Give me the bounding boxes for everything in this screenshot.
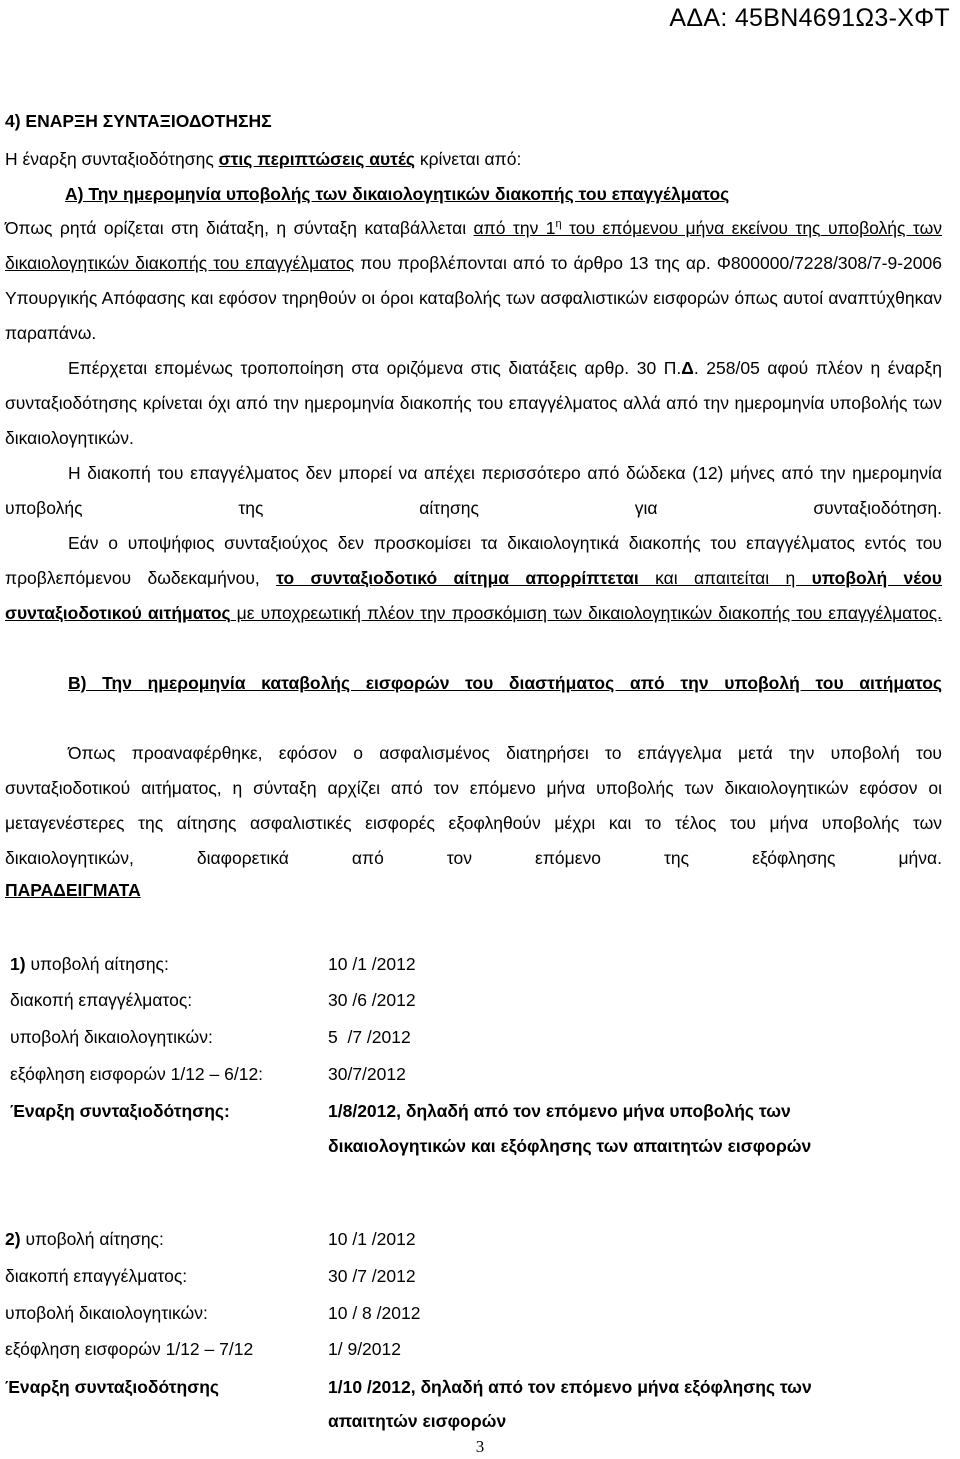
example-1-row-2-label: διακοπή επαγγέλματος: (10, 990, 193, 1010)
heading-a: Α) Την ημερομηνία υποβολής των δικαιολογητικών διακοπής του επαγγέλματος (65, 184, 730, 204)
example-1-row-1-label: 1) υποβολή αίτησης: (10, 954, 169, 974)
example-1-start-line-2: δικαιολογητικών και εξόφλησης των απαιτητών εισφορών (328, 1136, 812, 1156)
example-1-row-4-label: εξόφληση εισφορών 1/12 – 6/12: (10, 1064, 264, 1084)
example-2-start-label: Έναρξη συνταξιοδότησης (5, 1377, 219, 1397)
heading-b: Β) Την ημερομηνία καταβολής εισφορών του διαστήματος από την υποβολή του αιτήματος (68, 673, 942, 693)
section-title: 4) ΕΝΑΡΞΗ ΣΥΝΤΑΞΙΟΔΟΤΗΣΗΣ (5, 111, 272, 131)
example-1-row-1-value: 10 /1 /2012 (328, 954, 416, 974)
example-2-row-2-label: διακοπή επαγγέλματος: (5, 1266, 188, 1286)
ada-code: ΑΔΑ: 45ΒΝ4691Ω3-ΧΦΤ (669, 4, 950, 32)
example-2-row-3-value: 10 / 8 /2012 (328, 1303, 421, 1323)
example-2-start-line-1: 1/10 /2012, δηλαδή από τον επόμενο μήνα εξόφλησης των (328, 1377, 812, 1397)
paragraph-a2: Επέρχεται επομένως τροποποίηση στα οριζόμενα στις διατάξεις αρθρ. 30 Π.Δ. 258/05 αφού πλέον η έναρξη συνταξιοδότησης κρίνεται όχι από την ημερομηνία διακοπής του επαγγέλματος αλλά από την ημερομηνία υποβολής των δικαιολογητικών. (5, 358, 942, 448)
example-1-row-2-value: 30 /6 /2012 (328, 990, 416, 1010)
paragraph-a1: Όπως ρητά ορίζεται στη διάταξη, η σύνταξη καταβάλλεται από την $1^\eta$ του επόμενου μήνα εκείνου της υποβολής των δικαιολογητικών διακοπής του επαγγέλματος που προβλέπονται από το άρθρο 13 της αρ. Φ800000/7228/308/7-9-2006 Υπουργικής Απόφασης και εφόσον τηρηθούν οι όροι καταβολής των ασφαλιστικών εισφορών όπως αυτοί αναπτύχθηκαν παραπάνω. (5, 218, 942, 343)
example-2-row-3-label: υποβολή δικαιολογητικών: (5, 1303, 208, 1323)
paragraph-a3: Η διακοπή του επαγγέλματος δεν μπορεί να απέχει περισσότερο από δώδεκα (12) μήνες από την ημερομηνία υποβολής της αίτησης για συνταξιοδότηση. (5, 463, 942, 518)
example-1-start-label: Έναρξη συνταξιοδότησης: (10, 1101, 230, 1121)
example-2-row-1-label: 2) υποβολή αίτησης: (5, 1229, 164, 1249)
example-2-row-4-value: 1/ 9/2012 (328, 1339, 401, 1359)
examples-title: ΠΑΡΑΔΕΙΓΜΑΤΑ (5, 880, 141, 900)
paragraph-b1: Όπως προαναφέρθηκε, εφόσον ο ασφαλισμένος διατηρήσει το επάγγελμα μετά την υποβολή του συνταξιοδοτικού αιτήματος, η σύνταξη αρχίζει από τον επόμενο μήνα υποβολής των δικαιολογητικών εφόσον οι μεταγενέστερες της αίτησης ασφαλιστικές εισφορές εξοφληθούν μέχρι και το τέλος του μήνα υποβολής των δικαιολογητικών, διαφορετικά από τον επόμενο της εξόφλησης μήνα. (5, 743, 942, 868)
example-2-row-1-value: 10 /1 /2012 (328, 1229, 416, 1249)
intro-line: Η έναρξη συνταξιοδότησης στις περιπτώσεις αυτές κρίνεται από: (5, 149, 522, 169)
paragraph-a4: Εάν ο υποψήφιος συνταξιούχος δεν προσκομίσει τα δικαιολογητικά διακοπής του επαγγέλματος εντός του προβλεπόμενου δωδεκαμήνου, το συνταξιοδοτικό αίτημα απορρίπτεται και απαιτείται η υποβολή νέου συνταξιοδοτικού αιτήματος με υποχρεωτική πλέον την προσκόμιση των δικαιολογητικών διακοπής του επαγγέλματος. (5, 533, 942, 623)
page-number: 3 (475, 1437, 485, 1456)
example-2-row-2-value: 30 /7 /2012 (328, 1266, 416, 1286)
example-1-row-3-label: υποβολή δικαιολογητικών: (10, 1027, 213, 1047)
example-1-row-3-value: 5 /7 /2012 (328, 1027, 411, 1047)
example-1-row-4-value: 30/7/2012 (328, 1064, 406, 1084)
example-2-row-4-label: εξόφληση εισφορών 1/12 – 7/12 (5, 1339, 254, 1359)
example-1-start-line-1: 1/8/2012, δηλαδή από τον επόμενο μήνα υποβολής των (328, 1101, 791, 1121)
example-2-start-line-2: απαιτητών εισφορών (328, 1411, 507, 1431)
